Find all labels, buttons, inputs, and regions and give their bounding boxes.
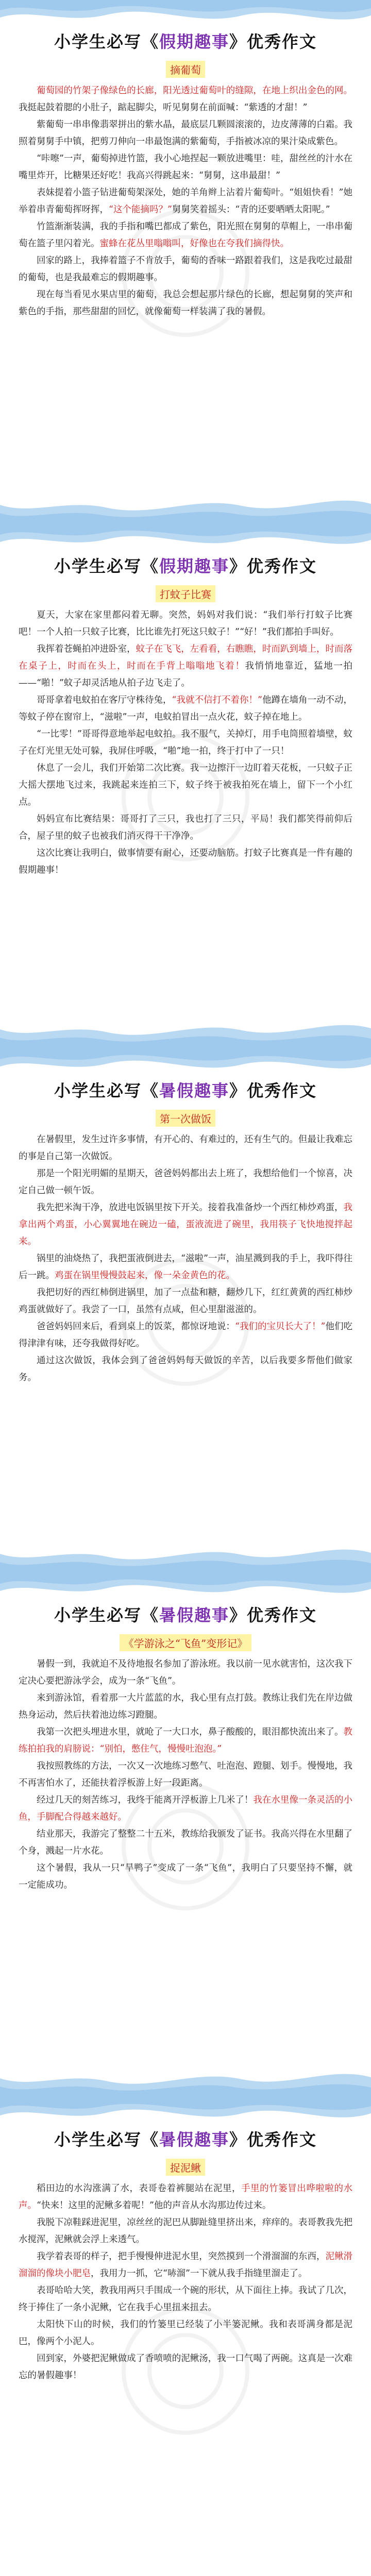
paragraph-text: 他们吃得津津有味，还夸我做得好吃。 <box>19 1321 352 1349</box>
paragraph-text: 来到游泳馆，看着那一大片蓝蓝的水，我心里有点打鼓。教练让我们先在岸边做热身运动，然后扶着池边练习蹬腿。 <box>19 1693 352 1720</box>
essay-subtitle <box>0 61 371 78</box>
essay-paragraph <box>19 1250 352 1284</box>
paragraph-text: 我脱下凉鞋踩进泥里，凉丝丝的泥巴从脚趾缝里挤出来，痒痒的。表哥教我先把水搅浑，泥鳅就会浮上来透气。 <box>19 2217 352 2245</box>
wave-decoration-bottom <box>0 488 371 524</box>
highlighted-sentence: 教练拍拍我的肩膀说：“别怕，憋住气，慢慢吐泡泡。” <box>19 1727 352 1754</box>
title-prefix: 小学生必写《 <box>54 1605 159 1625</box>
title-suffix: 》优秀作文 <box>229 32 317 52</box>
paragraph-text: 回家的路上，我捧着篮子不肯放手，葡萄的香味一路跟着我们，这是我吃过最甜的葡萄，也是我最难忘的假期趣事。 <box>19 256 352 283</box>
essay-title <box>0 2127 371 2150</box>
paragraph-text: 回到家，外婆把泥鳅做成了香喷喷的泥鳅汤，我一口气喝了两碗。这真是一次难忘的暑假趣事！ <box>19 2353 352 2381</box>
paragraph-text: 休息了一会儿，我们开始第二次比赛。我一边擦汗一边盯着天花板，一只蚊子正大摇大摆地飞过来，我跳起来连拍三下，蚊子终于被我拍死在墙上，留下一个小红点。 <box>19 763 352 807</box>
title-prefix: 小学生必写《 <box>54 32 159 52</box>
paragraph-text: ，我用力一抓，它“哧溜”一下就从我手指缝里溜走了。 <box>91 2268 308 2279</box>
subtitle-label: 《学游泳之“飞鱼”变形记》 <box>120 1634 251 1651</box>
paragraph-text: 我挥着苍蝇拍冲进卧室， <box>37 644 136 654</box>
essay-paragraph <box>19 1352 352 1386</box>
essay-title <box>0 1602 371 1626</box>
highlighted-sentence: 手里的竹篓冒出哗啦啦的水声。 <box>19 2183 352 2211</box>
essay-paragraph <box>19 1860 352 1894</box>
highlighted-sentence: “我就不信打不着你！” <box>172 695 262 705</box>
essay-paragraph <box>19 1792 352 1826</box>
paragraph-text: 我按照教练的方法，一次又一次地练习憋气、吐泡泡、蹬腿、划手。慢慢地，我不再害怕水了，还能扶着浮板游上好一段距离。 <box>19 1761 352 1788</box>
subtitle-label: 捉泥鳅 <box>166 2159 205 2176</box>
subtitle-label: 摘葡萄 <box>166 61 205 78</box>
essay-section-1 <box>0 0 371 524</box>
paragraph-text: 锅里的油烧热了，我把蛋液倒进去，“滋啦”一声，油星溅到我的手上，我吓得往后一跳。 <box>19 1253 352 1281</box>
paragraph-text: 这次比赛让我明白，做事情要有耐心，还要动脑筋。打蚊子比赛真是一件有趣的假期趣事！ <box>19 848 352 875</box>
essay-paragraph <box>19 218 352 252</box>
highlighted-sentence: “这个能摘吗？” <box>109 205 172 215</box>
wave-decoration-bottom <box>0 2062 371 2098</box>
essay-section-2 <box>0 524 371 1049</box>
highlighted-sentence: 蜜蜂在花丛里嗡嗡叫，好像也在夸我们摘得快。 <box>99 239 289 249</box>
essay-paragraph <box>19 184 352 218</box>
paragraph-text: 舅舅笑着摇头：“青的还要晒晒太阳呢。” <box>172 205 330 215</box>
title-highlight: 假期趣事 <box>159 556 229 576</box>
essay-paragraph <box>19 726 352 760</box>
essay-title <box>0 29 371 53</box>
essay-section-4 <box>0 1573 371 2098</box>
paragraph-text: 那是一个阳光明媚的星期天，爸爸妈妈都出去上班了，我想给他们一个惊喜，决定自己做一顿午饭。 <box>19 1168 352 1196</box>
essay-paragraph <box>19 2350 352 2384</box>
essay-section-3 <box>0 1049 371 1573</box>
highlighted-sentence: 我在水里像一条灵活的小鱼，手脚配合得越来越好。 <box>19 1795 353 1822</box>
essay-title <box>0 1078 371 1101</box>
paragraph-text: 太阳快下山的时候，我们的竹篓里已经装了小半篓泥鳅。我和表哥满身都是泥巴，像两个小泥人。 <box>19 2319 352 2347</box>
essay-paragraph <box>19 2316 352 2350</box>
essay-paragraph <box>19 150 352 184</box>
paragraph-text: 这个暑假，我从一只“旱鸭子”变成了一条“飞鱼”，我明白了只要坚持不懈，就一定能成功。 <box>19 1863 352 1890</box>
essay-body <box>19 2180 352 2384</box>
wave-decoration-bottom <box>0 1537 371 1573</box>
essay-paragraph <box>19 811 352 845</box>
title-highlight: 假期趣事 <box>159 32 229 52</box>
essay-paragraph <box>19 845 352 879</box>
paragraph-text: 妈妈宣布比赛结果：哥哥打了三只，我也打了三只，平局！我们都笑得前仰后合，屋子里的蚊子也被我们消灭得干干净净。 <box>19 814 352 841</box>
paragraph-text: 我悄悄地靠近，猛地一拍——“啪！”蚊子却灵活地从拍子边飞走了。 <box>19 661 352 688</box>
essay-subtitle <box>0 585 371 602</box>
subtitle-label: 第一次做饭 <box>156 1110 215 1127</box>
paragraph-text: 他蹲在墙角一动不动，等蚊子停在窗帘上，“滋啦”一声，电蚊拍冒出一点火花，蚊子掉在地上。 <box>19 695 352 722</box>
wave-decoration-bottom <box>0 1013 371 1049</box>
essay-paragraph <box>19 252 352 286</box>
essay-paragraph <box>19 1165 352 1199</box>
title-suffix: 》优秀作文 <box>229 1605 317 1625</box>
essay-paragraph <box>19 2282 352 2316</box>
paragraph-text: 表妹提着小篮子钻进葡萄架深处，她的羊角辫上沾着片葡萄叶。“姐姐快看！”她举着串青葡萄挥呀挥， <box>19 188 352 215</box>
paragraph-text: 表哥哈哈大笑，教我用两只手围成一个碗的形状，从下面往上捧。我试了几次，终于捧住了一条小泥鳅，它在我手心里扭来扭去。 <box>19 2285 352 2313</box>
paragraph-text: “一比零！”哥哥得意地举起电蚊拍。我不服气，关掉灯，用手电筒照着墙壁，蚊子在灯光里无处可躲，我屏住呼吸，“啪”地一拍，终于打中了一只！ <box>19 729 352 756</box>
highlighted-sentence: 我拿出两个鸡蛋，小心翼翼地在碗边一磕，蛋液流进了碗里，我用筷子飞快地搅拌起来。 <box>19 1202 352 1247</box>
essay-paragraph <box>19 1199 352 1250</box>
essay-paragraph <box>19 1318 352 1352</box>
essay-paragraph <box>19 692 352 726</box>
paragraph-text: 通过这次做饭，我体会到了爸爸妈妈每天做饭的辛苦，以后我要多帮他们做家务。 <box>19 1355 352 1383</box>
essay-subtitle <box>0 2159 371 2176</box>
paragraph-text: 暑假一到，我就迫不及待地报名参加了游泳班。我以前一见水就害怕，这次我下定决心要把游泳学会，成为一条“飞鱼”。 <box>19 1659 352 1686</box>
essay-paragraph <box>19 1131 352 1165</box>
title-prefix: 小学生必写《 <box>54 2130 159 2149</box>
essay-body <box>19 82 352 320</box>
paragraph-text: 我先把米淘干净，放进电饭锅里按下开关。接着我准备炒一个西红柿炒鸡蛋， <box>37 1202 344 1213</box>
title-suffix: 》优秀作文 <box>229 2130 317 2149</box>
essay-subtitle <box>0 1110 371 1127</box>
paragraph-text: “快来！这里的泥鳅多着呢！”他的声音从水沟那边传过来。 <box>37 2200 272 2211</box>
paragraph-text: 哥哥拿着电蚊拍在客厅守株待兔， <box>37 695 172 705</box>
essay-paragraph <box>19 1284 352 1318</box>
essay-paragraph <box>19 607 352 641</box>
essay-section-5 <box>0 2098 371 2576</box>
paragraph-text: 我挺起鼓着腮的小肚子，踮起脚尖，听见舅舅在前面喊：“紫透的才甜！” <box>19 103 308 113</box>
essay-paragraph <box>19 1690 352 1724</box>
highlighted-sentence: 蚊子在飞飞，左看看，右瞧瞧，时而趴到墙上，时而落在桌子上，时而在头上，时而在手背上嗡嗡地飞着！ <box>19 644 353 671</box>
essay-body <box>19 607 352 879</box>
essay-paragraph <box>19 286 352 320</box>
highlighted-sentence: “我们的宝贝长大了！” <box>235 1321 326 1332</box>
paragraph-text: 夏天，大家在家里都闷着无聊。突然，妈妈对我们说：“我们举行打蚊子比赛吧！一个人拍一只蚊子比赛，比比谁先打死这只蚊子！”“好！”我们都拍手叫好。 <box>19 610 352 637</box>
title-highlight: 暑假趣事 <box>159 1605 229 1625</box>
essay-paragraph <box>19 641 352 692</box>
title-prefix: 小学生必写《 <box>54 1081 159 1100</box>
highlighted-sentence: 鸡蛋在锅里慢慢鼓起来，像一朵金黄色的花。 <box>55 1270 235 1281</box>
essay-title <box>0 553 371 577</box>
highlighted-sentence: 泥鳅滑溜溜的像块小肥皂 <box>19 2251 352 2279</box>
essay-paragraph <box>19 2214 352 2248</box>
paragraph-text: 爸爸妈妈回来后，看到桌上的饭菜，都惊讶地说： <box>37 1321 235 1332</box>
title-highlight: 暑假趣事 <box>159 2130 229 2149</box>
essay-paragraph <box>19 1656 352 1690</box>
paragraph-text: 竹篮渐渐装满，我的手指和嘴巴都成了紫色，阳光照在舅舅的草帽上，一串串葡萄在篮子里闪着光。 <box>19 222 352 249</box>
essay-paragraph <box>19 2180 352 2214</box>
paragraph-text: 现在每当看见水果店里的葡萄，我总会想起那片绿色的长廊，想起舅舅的笑声和紫色的手指，那些甜甜的回忆，就像葡萄一样装满了我的暑假。 <box>19 290 352 317</box>
essay-body <box>19 1131 352 1386</box>
title-prefix: 小学生必写《 <box>54 556 159 576</box>
essay-paragraph <box>19 2248 352 2282</box>
essay-paragraph <box>19 116 352 150</box>
title-highlight: 暑假趣事 <box>159 1081 229 1100</box>
essay-subtitle <box>0 1634 371 1651</box>
paragraph-text: 经过几天的刻苦练习，我终于能离开浮板游上几米了！ <box>37 1795 254 1805</box>
essay-paragraph <box>19 1758 352 1792</box>
paragraph-text: 紫葡萄一串串像翡翠拼出的紫水晶，最底层几颗圆滚滚的，边皮薄薄的白霜。我照着舅舅手中镇，把剪刀伸向一串最饱满的紫葡萄，手指被冰凉的果汁染成紫色。 <box>19 120 352 147</box>
subtitle-label: 打蚊子比赛 <box>156 585 215 602</box>
essay-paragraph <box>19 760 352 811</box>
paragraph-text: 在暑假里，发生过许多事情，有开心的、有难过的，还有生气的。但最让我难忘的事是自己第一次做饭。 <box>19 1134 352 1162</box>
essay-paragraph <box>19 1826 352 1860</box>
essay-paragraph <box>19 82 352 116</box>
paragraph-text: “咔嚓”一声，葡萄掉进竹篮，我小心地捏起一颗放进嘴里：哇，甜丝丝的汁水在嘴里炸开，比糖果还好吃！我高兴得跳起来：“舅舅，这串最甜！” <box>19 154 352 181</box>
paragraph-text: 我第一次把头埋进水里，就呛了一大口水，鼻子酸酸的，眼泪都快流出来了。 <box>37 1727 344 1737</box>
paragraph-text: 结业那天，我游完了整整二十五米，教练给我颁发了证书。我高兴得在水里翻了个身，溅起一片水花。 <box>19 1829 352 1856</box>
paragraph-text: 我把切好的西红柿倒进锅里，加了一点盐和糖，翻炒几下，红红黄黄的西红柿炒鸡蛋就做好了。我尝了一口，虽然有点咸，但心里甜滋滋的。 <box>19 1287 352 1315</box>
essay-body <box>19 1656 352 1894</box>
essay-paragraph <box>19 1724 352 1758</box>
title-suffix: 》优秀作文 <box>229 1081 317 1100</box>
paragraph-text: 稻田边的水沟涨满了水，表哥卷着裤腿站在泥里， <box>37 2183 241 2194</box>
title-suffix: 》优秀作文 <box>229 556 317 576</box>
paragraph-text: 我学着表哥的样子，把手慢慢伸进泥水里，突然摸到一个滑溜溜的东西， <box>37 2251 326 2262</box>
highlighted-sentence: 葡萄园的竹架子像绿色的长廊，阳光透过葡萄叶的缝隙，在地上织出金色的网。 <box>37 86 352 96</box>
